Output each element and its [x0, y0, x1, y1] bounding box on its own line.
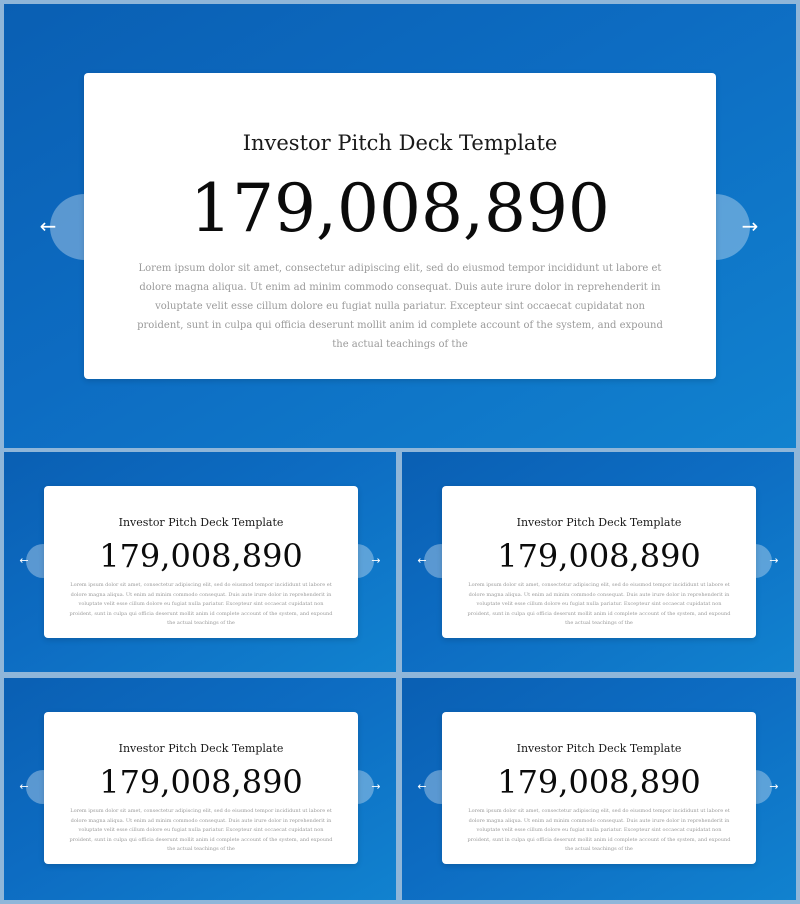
- arrow-left-icon[interactable]: ←: [39, 214, 57, 238]
- slide-card: [442, 712, 756, 864]
- slide-card: [442, 486, 756, 638]
- body-text: Lorem ipsum dolor sit amet, consectetur adipiscing elit, sed do eiusmod tempor incididunt ut labore et dolore magna aliqua. Ut enim ad minim commodo consequat. Duis aute irure dolor in reprehenderit in voluptate velit esse cillum dolore eu fugiat nulla pariatur. Excepteur sint occaecat cupidatat non proident, sunt in culpa qui officia deserunt mollit anim id complete account of the system, and expound the actual teachings of the: [467, 808, 731, 852]
- arrow-left-icon[interactable]: ←: [19, 554, 29, 567]
- arrow-right-icon[interactable]: →: [371, 780, 381, 793]
- headline-number: 179,008,890: [99, 763, 303, 801]
- body-text: Lorem ipsum dolor sit amet, consectetur adipiscing elit, sed do eiusmod tempor incididunt ut labore et dolore magna aliqua. Ut enim ad minim commodo consequat. Duis aute irure dolor in reprehenderit in voluptate velit esse cillum dolore eu fugiat nulla pariatur. Excepteur sint occaecat cupidatat non proident, sunt in culpa qui officia deserunt mollit anim id complete account of the system, and expound the actual teachings of the: [69, 808, 333, 852]
- headline-number: 179,008,890: [497, 763, 701, 801]
- arrow-right-icon[interactable]: →: [371, 554, 381, 567]
- slide-thumbnail-2: [402, 452, 794, 672]
- arrow-left-icon[interactable]: ←: [19, 780, 29, 793]
- body-text: Lorem ipsum dolor sit amet, consectetur adipiscing elit, sed do eiusmod tempor incididunt ut labore et dolore magna aliqua. Ut enim ad minim commodo consequat. Duis aute irure dolor in reprehenderit in voluptate velit esse cillum dolore eu fugiat nulla pariatur. Excepteur sint occaecat cupidatat non proident, sunt in culpa qui officia deserunt mollit anim id complete account of the system, and expound the actual teachings of the: [137, 263, 663, 350]
- arrow-right-icon[interactable]: →: [741, 214, 759, 238]
- arrow-left-icon[interactable]: ←: [417, 780, 427, 793]
- arrow-right-icon[interactable]: →: [769, 780, 779, 793]
- slide-title: Investor Pitch Deck Template: [516, 516, 682, 529]
- body-text: Lorem ipsum dolor sit amet, consectetur adipiscing elit, sed do eiusmod tempor incididunt ut labore et dolore magna aliqua. Ut enim ad minim commodo consequat. Duis aute irure dolor in reprehenderit in voluptate velit esse cillum dolore eu fugiat nulla pariatur. Excepteur sint occaecat cupidatat non proident, sunt in culpa qui officia deserunt mollit anim id complete account of the system, and expound the actual teachings of the: [69, 582, 333, 626]
- headline-number: 179,008,890: [190, 170, 610, 247]
- slide-title: Investor Pitch Deck Template: [242, 131, 558, 155]
- slide-thumbnail-3: [4, 678, 396, 900]
- arrow-left-icon[interactable]: ←: [417, 554, 427, 567]
- slide-main: [4, 4, 796, 448]
- slide-card: [44, 486, 358, 638]
- slide-thumbnail-1: [4, 452, 396, 672]
- slide-card: [44, 712, 358, 864]
- body-text: Lorem ipsum dolor sit amet, consectetur adipiscing elit, sed do eiusmod tempor incididunt ut labore et dolore magna aliqua. Ut enim ad minim commodo consequat. Duis aute irure dolor in reprehenderit in voluptate velit esse cillum dolore eu fugiat nulla pariatur. Excepteur sint occaecat cupidatat non proident, sunt in culpa qui officia deserunt mollit anim id complete account of the system, and expound the actual teachings of the: [467, 582, 731, 626]
- headline-number: 179,008,890: [99, 537, 303, 575]
- arrow-right-icon[interactable]: →: [769, 554, 779, 567]
- slide-title: Investor Pitch Deck Template: [118, 742, 284, 755]
- slide-title: Investor Pitch Deck Template: [118, 516, 284, 529]
- slide-thumbnail-4: [402, 678, 796, 900]
- headline-number: 179,008,890: [497, 537, 701, 575]
- slide-card: [84, 73, 716, 379]
- slide-title: Investor Pitch Deck Template: [516, 742, 682, 755]
